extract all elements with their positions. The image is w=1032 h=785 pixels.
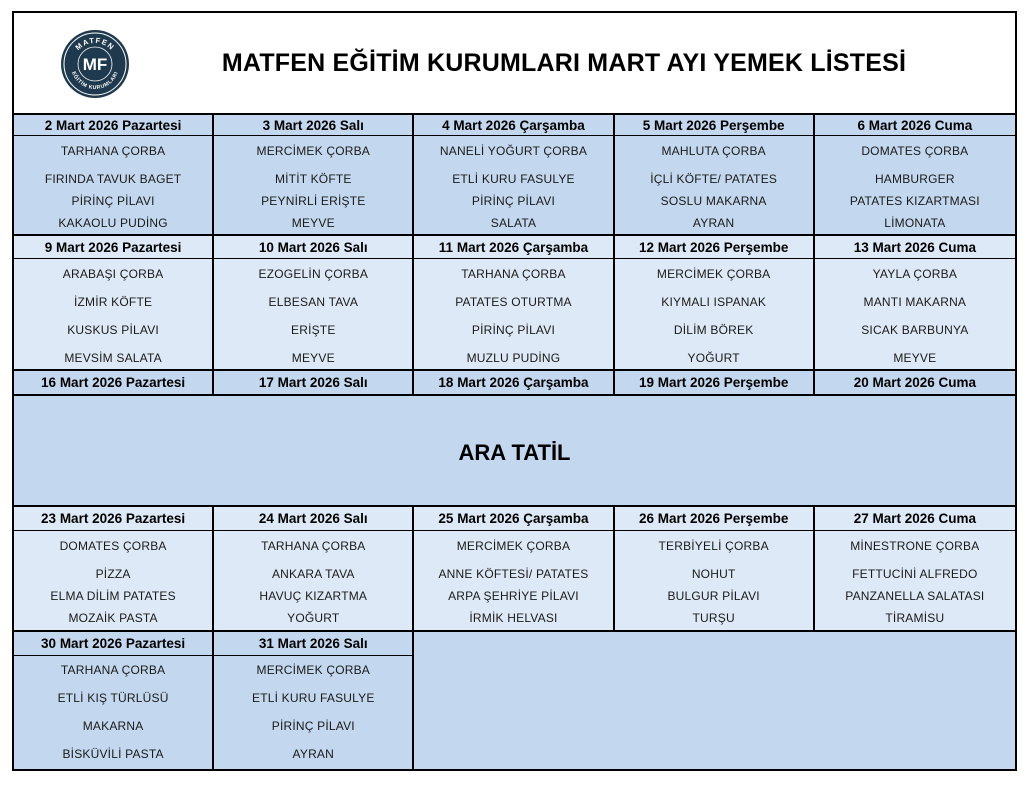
day-date: 31 Mart 2026 Salı xyxy=(214,632,412,656)
dish-side: PANZANELLA SALATASI xyxy=(845,589,985,603)
dish-extra: KAKAOLU PUDİNG xyxy=(58,216,168,230)
dish-extra: TURŞU xyxy=(692,611,735,625)
day-date: 24 Mart 2026 Salı xyxy=(214,507,412,531)
day-date: 18 Mart 2026 Çarşamba xyxy=(438,375,589,390)
week-row xyxy=(14,632,1015,769)
day-date: 19 Mart 2026 Perşembe xyxy=(638,375,789,390)
dish-soup: DOMATES ÇORBA xyxy=(59,539,167,553)
day-date: 27 Mart 2026 Cuma xyxy=(815,507,1015,531)
day-cell xyxy=(615,507,815,630)
dish-main: ANKARA TAVA xyxy=(271,567,355,581)
holiday-banner xyxy=(14,396,1015,507)
dish-extra: LİMONATA xyxy=(884,216,946,230)
dish-side: ELMA DİLİM PATATES xyxy=(50,589,176,603)
dish-soup: TARHANA ÇORBA xyxy=(261,539,366,553)
dish-extra: YOĞURT xyxy=(687,351,740,365)
day-date: 10 Mart 2026 Salı xyxy=(214,236,412,259)
day-date: 13 Mart 2026 Cuma xyxy=(815,236,1015,259)
day-date: 20 Mart 2026 Cuma xyxy=(853,375,976,390)
dish-side: MAKARNA xyxy=(82,719,144,733)
dish-soup: MİNESTRONE ÇORBA xyxy=(850,539,980,553)
dish-soup: MERCİMEK ÇORBA xyxy=(456,539,571,553)
dish-main: MİTİT KÖFTE xyxy=(274,172,352,186)
dish-extra: MOZAİK PASTA xyxy=(68,611,158,625)
day-date: 25 Mart 2026 Çarşamba xyxy=(414,507,612,531)
dish-side: SICAK BARBUNYA xyxy=(861,323,969,337)
dish-soup: MERCİMEK ÇORBA xyxy=(656,267,771,281)
dish-side: HAVUÇ KIZARTMA xyxy=(259,589,368,603)
dish-soup: TARHANA ÇORBA xyxy=(60,663,166,677)
dish-main: PİZZA xyxy=(95,567,131,581)
dish-extra: AYRAN xyxy=(292,747,334,761)
day-cell xyxy=(815,371,1015,394)
dish-main: ETLİ KURU FASULYE xyxy=(252,691,375,705)
dish-extra: AYRAN xyxy=(692,216,735,230)
week-row xyxy=(14,371,1015,396)
day-cell xyxy=(615,371,815,394)
dish-extra: MEYVE xyxy=(291,351,335,365)
empty-cell xyxy=(414,632,1015,769)
dish-soup: MERCİMEK ÇORBA xyxy=(256,663,371,677)
dish-extra: MUZLU PUDİNG xyxy=(466,351,561,365)
dish-main: İÇLİ KÖFTE/ PATATES xyxy=(650,172,778,186)
svg-text:EĞİTİM KURUMLARI: EĞİTİM KURUMLARI xyxy=(70,70,120,92)
day-cell xyxy=(214,115,414,234)
dish-soup: TERBİYELİ ÇORBA xyxy=(658,539,769,553)
dish-main: ANNE KÖFTESİ/ PATATES xyxy=(438,567,589,581)
day-cell xyxy=(815,507,1015,630)
day-date: 5 Mart 2026 Perşembe xyxy=(615,115,813,136)
dish-extra: MEYVE xyxy=(893,351,937,365)
dish-main: HAMBURGER xyxy=(874,172,955,186)
dish-side: BULGUR PİLAVI xyxy=(667,589,760,603)
dish-side: PEYNİRLİ ERİŞTE xyxy=(261,194,366,208)
dish-main: PATATES OTURTMA xyxy=(455,295,572,309)
dish-main: FETTUCİNİ ALFREDO xyxy=(852,567,978,581)
dish-soup: TARHANA ÇORBA xyxy=(461,267,566,281)
dish-side: PATATES KIZARTMASI xyxy=(849,194,980,208)
day-cell xyxy=(14,507,214,630)
week-row xyxy=(14,115,1015,236)
day-cell xyxy=(14,371,214,394)
dish-soup: ARABAŞI ÇORBA xyxy=(62,267,164,281)
matfen-logo xyxy=(60,29,130,99)
day-date: 17 Mart 2026 Salı xyxy=(258,375,368,390)
day-date: 4 Mart 2026 Çarşamba xyxy=(414,115,612,136)
dish-extra: TİRAMİSU xyxy=(885,611,945,625)
dish-extra: SALATA xyxy=(490,216,537,230)
day-cell xyxy=(414,507,614,630)
day-date: 2 Mart 2026 Pazartesi xyxy=(14,115,212,136)
menu-header xyxy=(14,13,1015,115)
dish-side: PİRİNÇ PİLAVI xyxy=(471,323,555,337)
dish-main: ETLİ KURU FASULYE xyxy=(452,172,575,186)
day-date: 9 Mart 2026 Pazartesi xyxy=(14,236,212,259)
dish-main: FIRINDA TAVUK BAGET xyxy=(44,172,182,186)
day-cell xyxy=(14,632,214,769)
dish-extra: İRMİK HELVASI xyxy=(469,611,558,625)
page-title: MATFEN EĞİTİM KURUMLARI MART AYI YEMEK LİSTESİ xyxy=(221,49,907,77)
dish-side: PİRİNÇ PİLAVI xyxy=(471,194,555,208)
dish-extra: MEYVE xyxy=(291,216,335,230)
dish-side: KUSKUS PİLAVI xyxy=(67,323,159,337)
dish-soup: MERCİMEK ÇORBA xyxy=(256,144,371,158)
dish-main: KIYMALI ISPANAK xyxy=(661,295,767,309)
day-cell xyxy=(414,236,614,369)
dish-main: NOHUT xyxy=(691,567,736,581)
dish-extra: BİSKÜVİLİ PASTA xyxy=(62,747,164,761)
dish-soup: TARHANA ÇORBA xyxy=(60,144,166,158)
dish-soup: MAHLUTA ÇORBA xyxy=(661,144,766,158)
svg-text:MF: MF xyxy=(82,55,108,74)
day-date: 16 Mart 2026 Pazartesi xyxy=(41,375,186,390)
day-cell xyxy=(615,236,815,369)
day-cell xyxy=(214,236,414,369)
dish-extra: YOĞURT xyxy=(287,611,340,625)
day-cell xyxy=(14,236,214,369)
dish-main: ELBESAN TAVA xyxy=(268,295,359,309)
day-date: 23 Mart 2026 Pazartesi xyxy=(14,507,212,531)
dish-soup: YAYLA ÇORBA xyxy=(872,267,958,281)
day-cell xyxy=(14,115,214,234)
menu-sheet xyxy=(12,11,1017,771)
dish-main: İZMİR KÖFTE xyxy=(73,295,153,309)
dish-side: SOSLU MAKARNA xyxy=(660,194,767,208)
day-date: 3 Mart 2026 Salı xyxy=(214,115,412,136)
week-row xyxy=(14,507,1015,632)
dish-soup: NANELİ YOĞURT ÇORBA xyxy=(439,144,588,158)
day-cell xyxy=(214,371,414,394)
dish-main: ETLİ KIŞ TÜRLÜSÜ xyxy=(57,691,169,705)
dish-extra: MEVSİM SALATA xyxy=(64,351,162,365)
day-cell xyxy=(815,115,1015,234)
holiday-label: ARA TATİL xyxy=(458,440,571,465)
day-cell xyxy=(815,236,1015,369)
week-row xyxy=(14,236,1015,371)
day-date: 11 Mart 2026 Çarşamba xyxy=(414,236,612,259)
day-date: 12 Mart 2026 Perşembe xyxy=(615,236,813,259)
dish-side: ERİŞTE xyxy=(291,323,336,337)
dish-side: ARPA ŞEHRİYE PİLAVI xyxy=(448,589,579,603)
dish-soup: DOMATES ÇORBA xyxy=(861,144,969,158)
dish-side: PİRİNÇ PİLAVI xyxy=(271,719,355,733)
dish-side: PİRİNÇ PİLAVI xyxy=(71,194,155,208)
day-cell xyxy=(615,115,815,234)
day-cell xyxy=(414,371,614,394)
dish-side: DİLİM BÖREK xyxy=(673,323,754,337)
dish-soup: EZOGELİN ÇORBA xyxy=(258,267,369,281)
day-cell xyxy=(414,115,614,234)
dish-main: MANTI MAKARNA xyxy=(863,295,967,309)
day-cell xyxy=(214,632,414,769)
svg-text:MATFEN: MATFEN xyxy=(73,35,117,53)
day-date: 6 Mart 2026 Cuma xyxy=(815,115,1015,136)
day-date: 30 Mart 2026 Pazartesi xyxy=(14,632,212,656)
day-cell xyxy=(214,507,414,630)
day-date: 26 Mart 2026 Perşembe xyxy=(615,507,813,531)
